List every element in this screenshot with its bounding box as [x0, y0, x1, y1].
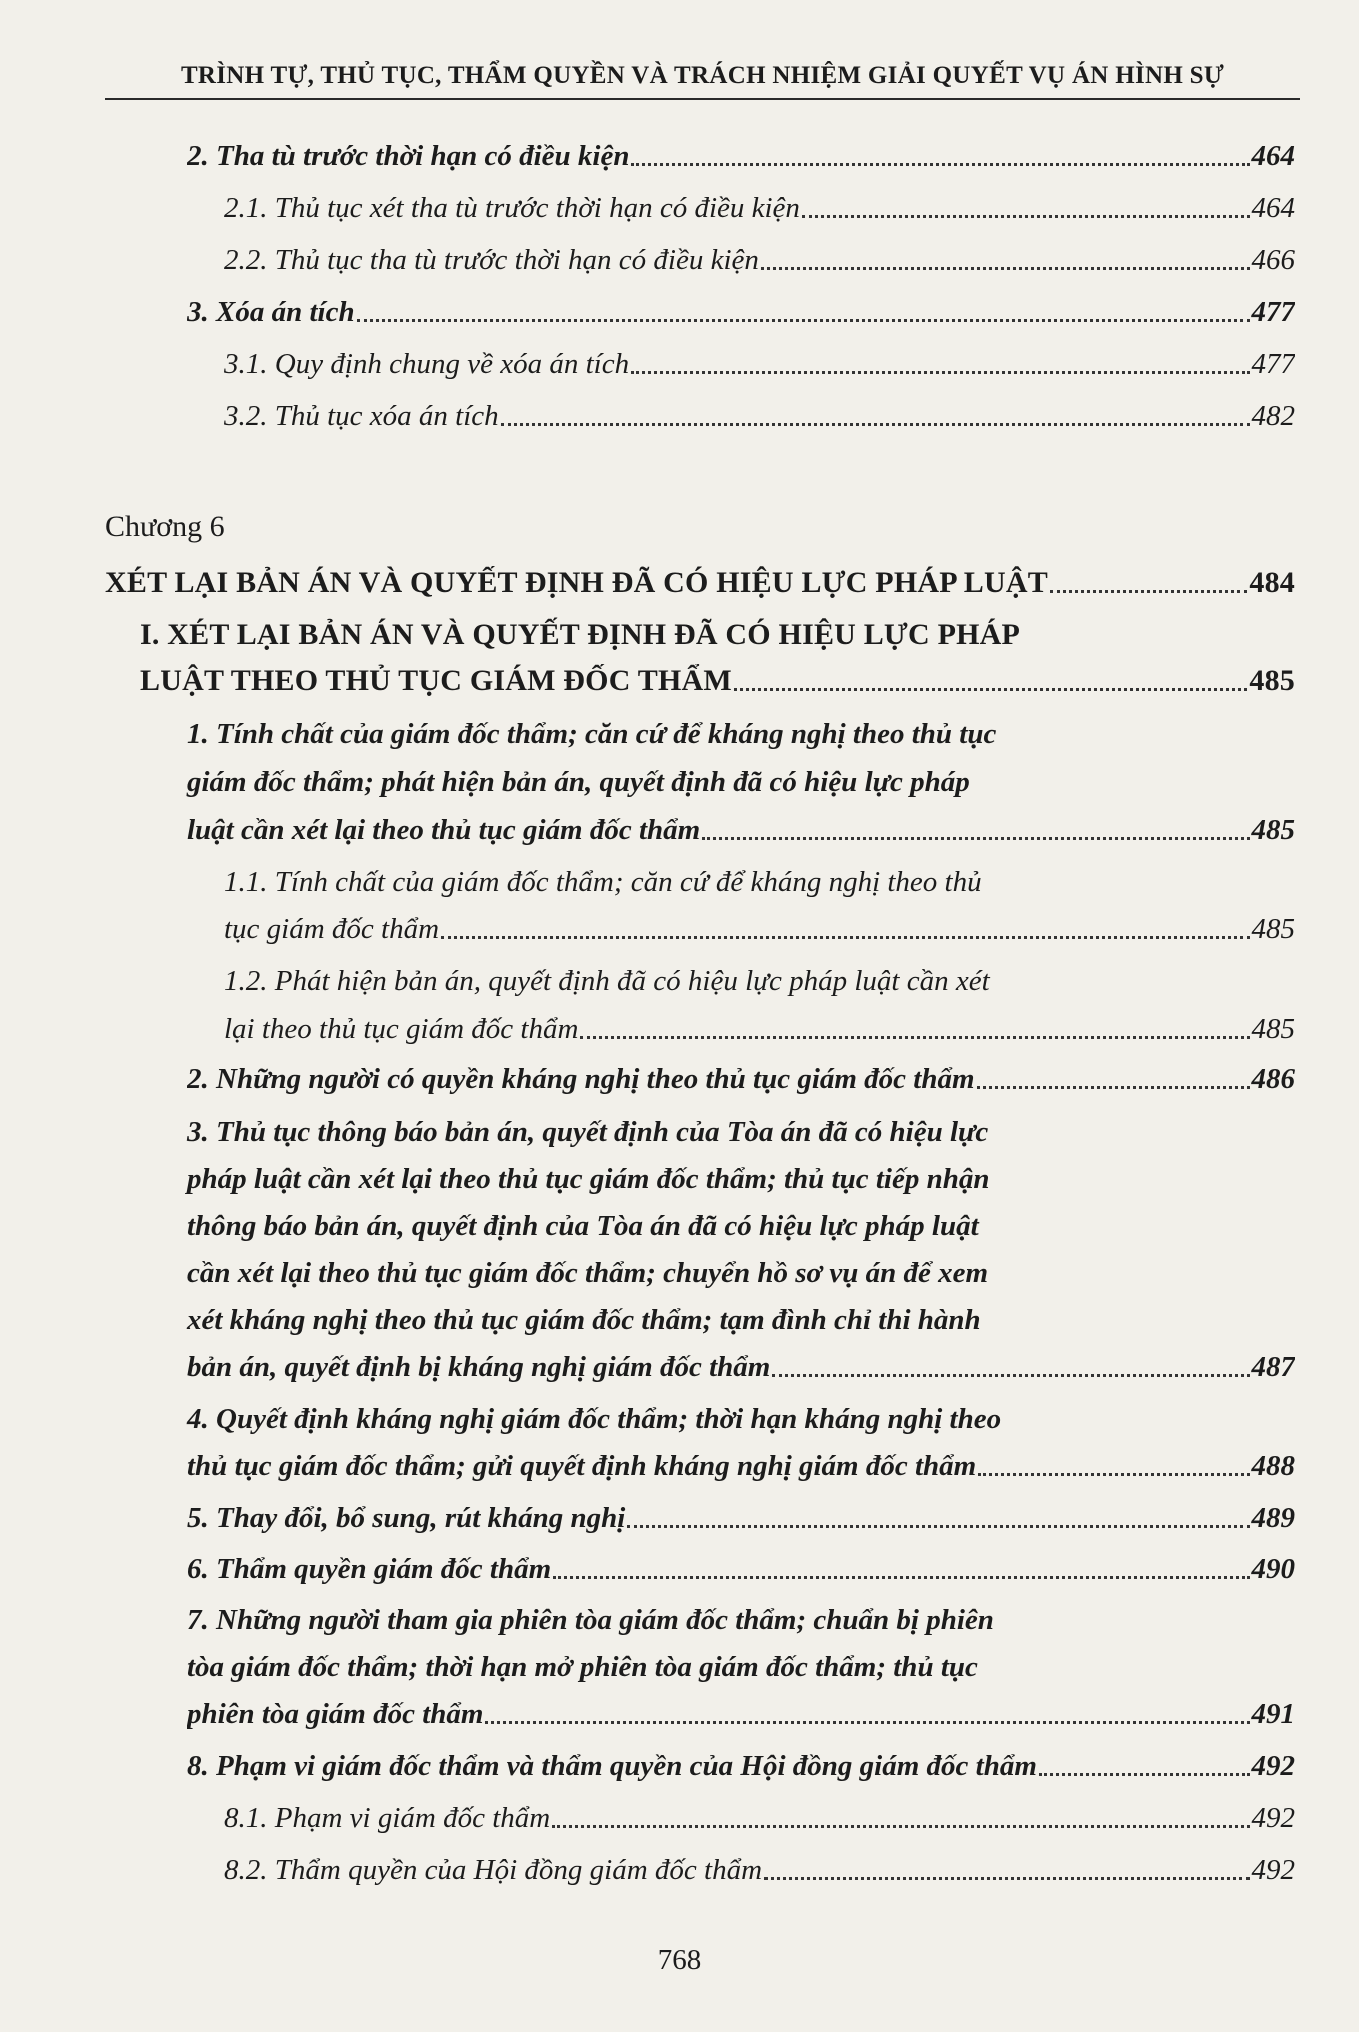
- toc-page-number: 490: [1251, 1553, 1295, 1585]
- toc-page-number: 485: [1249, 664, 1295, 697]
- leader-dots: [631, 371, 1249, 374]
- toc-entry-title: 2. Những người có quyền kháng nghị theo thủ tục giám đốc thẩm: [187, 1063, 975, 1095]
- toc-entry-line: 4. Quyết định kháng nghị giám đốc thẩm; thời hạn kháng nghị theo: [187, 1403, 1002, 1435]
- leader-dots: [553, 1576, 1249, 1579]
- leader-dots: [734, 688, 1248, 691]
- toc-page-number: 492: [1251, 1750, 1295, 1782]
- toc-entry[interactable]: [187, 1553, 1295, 1586]
- leader-dots: [631, 163, 1249, 166]
- leader-dots: [1050, 590, 1247, 593]
- leader-dots: [764, 1877, 1249, 1880]
- toc-page-number: 491: [1251, 1698, 1295, 1730]
- chapter-label: Chương 6: [105, 510, 225, 543]
- toc-entry-line: xét kháng nghị theo thủ tục giám đốc thẩm; tạm đình chỉ thi hành: [187, 1304, 981, 1336]
- toc-page-number: 486: [1251, 1063, 1295, 1095]
- toc-entry[interactable]: [187, 1450, 1295, 1483]
- toc-entry-title: 8. Phạm vi giám đốc thẩm và thẩm quyền của Hội đồng giám đốc thẩm: [187, 1750, 1037, 1782]
- toc-page-number: 464: [1251, 192, 1295, 224]
- leader-dots: [802, 215, 1250, 218]
- toc-entry-title: luật cần xét lại theo thủ tục giám đốc thẩm: [187, 814, 701, 846]
- toc-entry[interactable]: [187, 296, 1295, 329]
- toc-entry[interactable]: [224, 1013, 1295, 1046]
- toc-entry-title: 2.1. Thủ tục xét tha tù trước thời hạn có điều kiện: [224, 192, 800, 224]
- toc-entry[interactable]: [187, 1351, 1295, 1384]
- toc-entry-line: 1.1. Tính chất của giám đốc thẩm; căn cứ để kháng nghị theo thủ: [224, 866, 982, 898]
- toc-entry[interactable]: [224, 192, 1295, 225]
- leader-dots: [978, 1473, 1249, 1476]
- part-title-line: I. XÉT LẠI BẢN ÁN VÀ QUYẾT ĐỊNH ĐÃ CÓ HIỆU LỰC PHÁP: [140, 618, 1021, 651]
- chapter-title: XÉT LẠI BẢN ÁN VÀ QUYẾT ĐỊNH ĐÃ CÓ HIỆU LỰC PHÁP LUẬT: [105, 566, 1048, 599]
- toc-entry[interactable]: [224, 1854, 1295, 1887]
- toc-entry-line: 1.2. Phát hiện bản án, quyết định đã có hiệu lực pháp luật cần xét: [224, 965, 990, 997]
- leader-dots: [552, 1825, 1249, 1828]
- leader-dots: [772, 1374, 1249, 1377]
- toc-entry-line: thông báo bản án, quyết định của Tòa án đã có hiệu lực pháp luật: [187, 1210, 979, 1242]
- toc-entry-title: tục giám đốc thẩm: [224, 913, 440, 945]
- toc-entry-line: giám đốc thẩm; phát hiện bản án, quyết định đã có hiệu lực pháp: [187, 766, 970, 798]
- toc-entry-title: 5. Thay đổi, bổ sung, rút kháng nghị: [187, 1502, 626, 1534]
- toc-entry[interactable]: [224, 913, 1295, 946]
- toc-entry-title: 2. Tha tù trước thời hạn có điều kiện: [187, 140, 630, 172]
- toc-entry-title: 6. Thẩm quyền giám đốc thẩm: [187, 1553, 552, 1585]
- toc-page-number: 466: [1251, 244, 1295, 276]
- toc-entry-line: pháp luật cần xét lại theo thủ tục giám đốc thẩm; thủ tục tiếp nhận: [187, 1163, 990, 1195]
- toc-page-number: 484: [1249, 566, 1295, 599]
- header-rule: [105, 98, 1300, 100]
- toc-page-number: 477: [1251, 348, 1295, 380]
- toc-page-number: 487: [1251, 1351, 1295, 1383]
- toc-entry[interactable]: [187, 140, 1295, 173]
- leader-dots: [357, 319, 1250, 322]
- toc-page-number: 485: [1251, 913, 1295, 945]
- toc-page-number: 492: [1251, 1802, 1295, 1834]
- toc-entry[interactable]: [224, 1802, 1295, 1835]
- toc-entry-line: tòa giám đốc thẩm; thời hạn mở phiên tòa giám đốc thẩm; thủ tục: [187, 1651, 978, 1683]
- toc-page-number: 464: [1251, 140, 1295, 172]
- running-header: TRÌNH TỰ, THỦ TỤC, THẨM QUYỀN VÀ TRÁCH NHIỆM GIẢI QUYẾT VỤ ÁN HÌNH SỰ: [180, 62, 1225, 89]
- toc-page-number: 492: [1251, 1854, 1295, 1886]
- toc-entry-line: 3. Thủ tục thông báo bản án, quyết định của Tòa án đã có hiệu lực: [187, 1116, 989, 1148]
- toc-entry[interactable]: [187, 1063, 1295, 1096]
- leader-dots: [627, 1525, 1249, 1528]
- toc-entry-title: 8.2. Thẩm quyền của Hội đồng giám đốc thẩm: [224, 1854, 763, 1886]
- leader-dots: [1039, 1773, 1250, 1776]
- toc-entry-title: lại theo thủ tục giám đốc thẩm: [224, 1013, 579, 1045]
- toc-entry-title: bản án, quyết định bị kháng nghị giám đốc thẩm: [187, 1351, 771, 1383]
- toc-entry[interactable]: [187, 1502, 1295, 1535]
- toc-entry-title: 3.2. Thủ tục xóa án tích: [224, 400, 499, 432]
- toc-entry-line: 7. Những người tham gia phiên tòa giám đốc thẩm; chuẩn bị phiên: [187, 1604, 994, 1636]
- toc-entry[interactable]: [224, 400, 1295, 433]
- toc-entry-title: 3.1. Quy định chung về xóa án tích: [224, 348, 630, 380]
- toc-entry[interactable]: [187, 1750, 1295, 1783]
- toc-page-number: 489: [1251, 1502, 1295, 1534]
- toc-page-number: 485: [1251, 1013, 1295, 1045]
- toc-entry-title: 2.2. Thủ tục tha tù trước thời hạn có điều kiện: [224, 244, 759, 276]
- toc-entry[interactable]: [187, 814, 1295, 847]
- leader-dots: [761, 267, 1250, 270]
- toc-entry-title: thủ tục giám đốc thẩm; gửi quyết định kháng nghị giám đốc thẩm: [187, 1450, 977, 1482]
- toc-entry-title: 8.1. Phạm vi giám đốc thẩm: [224, 1802, 551, 1834]
- toc-page-number: 482: [1251, 400, 1295, 432]
- leader-dots: [501, 423, 1250, 426]
- leader-dots: [441, 936, 1249, 939]
- leader-dots: [702, 837, 1249, 840]
- chapter-title-entry[interactable]: [105, 566, 1295, 600]
- toc-page-number: 477: [1251, 296, 1295, 328]
- part-title-line: LUẬT THEO THỦ TỤC GIÁM ĐỐC THẨM: [140, 664, 732, 697]
- page-number: 768: [657, 1944, 702, 1976]
- leader-dots: [977, 1086, 1250, 1089]
- toc-entry[interactable]: [224, 244, 1295, 277]
- toc-entry-line: 1. Tính chất của giám đốc thẩm; căn cứ để kháng nghị theo thủ tục: [187, 718, 997, 750]
- toc-page-number: 485: [1251, 814, 1295, 846]
- leader-dots: [580, 1036, 1249, 1039]
- toc-entry[interactable]: [187, 1698, 1295, 1731]
- leader-dots: [485, 1721, 1249, 1724]
- part-title-entry[interactable]: [140, 664, 1295, 698]
- toc-entry-title: phiên tòa giám đốc thẩm: [187, 1698, 484, 1730]
- toc-page-number: 488: [1251, 1450, 1295, 1482]
- toc-entry-title: 3. Xóa án tích: [187, 296, 355, 328]
- toc-entry[interactable]: [224, 348, 1295, 381]
- toc-entry-line: cần xét lại theo thủ tục giám đốc thẩm; chuyển hồ sơ vụ án để xem: [187, 1257, 989, 1289]
